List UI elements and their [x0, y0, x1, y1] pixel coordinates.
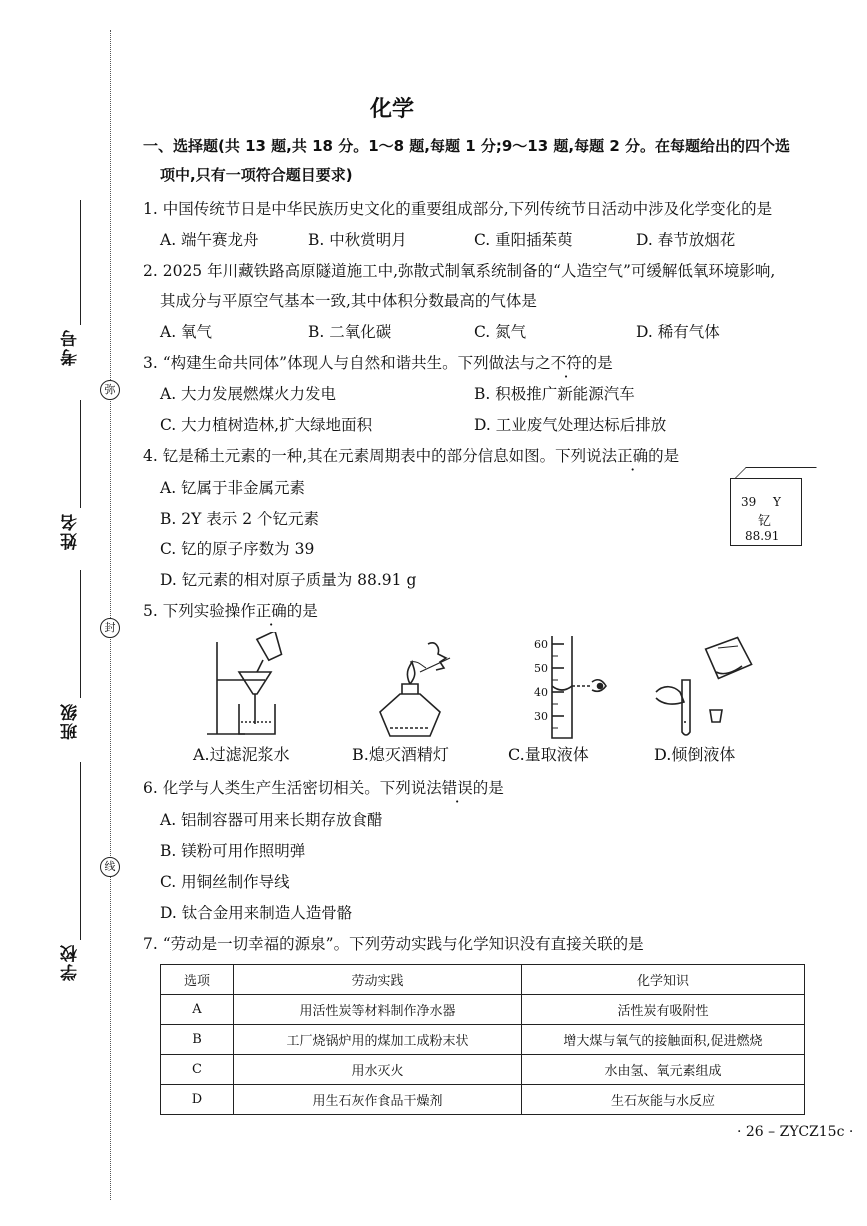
q6-option-b: B. 镁粉可用作照明弹 [160, 842, 306, 860]
table-cell: 用活性炭等材料制作净水器 [234, 995, 522, 1025]
q2-option-a: A. 氧气 [160, 323, 213, 341]
page-title: 化学 [370, 97, 415, 122]
q1-option-c: C. 重阳插茱萸 [474, 231, 573, 249]
q3-stem-a: 3. “构建生命共同体”体现人与自然和谐共生。下列做法与之 [143, 354, 551, 372]
q2-option-b: B. 二氧化碳 [308, 323, 392, 341]
section-heading-line2: 项中,只有一项符合题目要求) [160, 166, 353, 184]
table-cell: 增大煤与氧气的接触面积,促进燃烧 [522, 1025, 805, 1055]
q6-option-a: A. 铝制容器可用来长期存放食醋 [160, 811, 383, 829]
cylinder-tick-60: 60 [534, 638, 548, 651]
q5-caption-d: D.倾倒液体 [654, 745, 736, 764]
q5-caption-a: A.过滤泥浆水 [193, 745, 290, 764]
name-line [80, 400, 81, 508]
cylinder-tick-30: 30 [534, 710, 548, 723]
q4-option-a: A. 钇属于非金属元素 [160, 479, 306, 497]
table-cell: 工厂烧锅炉用的煤加工成粉末状 [234, 1025, 522, 1055]
q3-stem [143, 351, 613, 373]
periodic-table-cell [730, 478, 802, 546]
table-row [161, 1055, 805, 1085]
table-cell: D [161, 1085, 234, 1115]
class-line [80, 570, 81, 698]
q1-option-d: D. 春节放烟花 [636, 231, 736, 249]
table-header-row [161, 965, 805, 995]
q6-stem-emphasis: 错误 [441, 779, 473, 797]
q2-stem-line2: 其成分与平原空气基本一致,其中体积分数最高的气体是 [160, 292, 537, 310]
q3-stem-emphasis: 不符 [550, 354, 582, 372]
q4-stem-emphasis: 正确 [617, 447, 649, 465]
table-row [161, 1085, 805, 1115]
q6-option-c: C. 用铜丝制作导线 [160, 873, 290, 891]
table-header-practice: 劳动实践 [234, 965, 522, 995]
q3-stem-b: 的是 [581, 354, 613, 372]
q4-option-c: C. 钇的原子序数为 39 [160, 540, 315, 558]
table-cell: 活性炭有吸附性 [522, 995, 805, 1025]
table-cell: A [161, 995, 234, 1025]
filtration-apparatus-figure [205, 632, 295, 742]
q5-stem-emphasis: 正确 [255, 602, 287, 620]
q5-stem [143, 599, 318, 621]
q7-table [160, 964, 805, 1115]
seal-mi: 弥 [100, 380, 120, 400]
q6-option-d: D. 钛合金用来制造人造骨骼 [160, 904, 353, 922]
school-label: 学校 [61, 943, 81, 981]
q3-option-d: D. 工业废气处理达标后排放 [474, 416, 667, 434]
table-header-knowledge: 化学知识 [522, 965, 805, 995]
table-header-option: 选项 [161, 965, 234, 995]
pouring-liquid-figure [650, 632, 760, 742]
table-cell: 生石灰能与水反应 [522, 1085, 805, 1115]
q6-stem [143, 776, 504, 798]
name-label: 姓名 [61, 512, 81, 550]
school-line [80, 762, 81, 940]
q1-option-b: B. 中秋赏明月 [308, 231, 407, 249]
q5-caption-c: C.量取液体 [508, 745, 589, 764]
q2-option-c: C. 氮气 [474, 323, 527, 341]
q1-stem: 1. 中国传统节日是中华民族历史文化的重要组成部分,下列传统节日活动中涉及化学变化的是 [143, 200, 773, 218]
table-row [161, 995, 805, 1025]
q3-option-b: B. 积极推广新能源汽车 [474, 385, 635, 403]
q3-option-a: A. 大力发展燃煤火力发电 [160, 385, 337, 403]
q5-stem-a: 5. 下列实验操作 [143, 602, 256, 620]
table-cell: 用水灭火 [234, 1055, 522, 1085]
q1-option-a: A. 端午赛龙舟 [160, 231, 259, 249]
table-cell: B [161, 1025, 234, 1055]
alcohol-lamp-figure [370, 632, 470, 742]
q7-stem: 7. “劳动是一切幸福的源泉”。下列劳动实践与化学知识没有直接关联的是 [143, 935, 644, 953]
q6-stem-a: 6. 化学与人类生产生活密切相关。下列说法 [143, 779, 442, 797]
q2-stem-line1: 2. 2025 年川藏铁路高原隧道施工中,弥散式制氧系统制备的“人造空气”可缓解低氧环境影响, [143, 262, 776, 280]
q4-stem-a: 4. 钇是稀土元素的一种,其在元素周期表中的部分信息如图。下列说法 [143, 447, 618, 465]
q6-stem-b: 的是 [472, 779, 504, 797]
q5-stem-b: 的是 [286, 602, 318, 620]
table-cell: 用生石灰作食品干燥剂 [234, 1085, 522, 1115]
exam-number-label: 考号 [61, 328, 81, 366]
q5-caption-b: B.熄灭酒精灯 [352, 745, 449, 764]
q4-option-d: D. 钇元素的相对原子质量为 88.91 g [160, 571, 417, 589]
q4-option-b: B. 2Y 表示 2 个钇元素 [160, 510, 319, 528]
element-symbol: Y [773, 495, 781, 509]
table-row [161, 1025, 805, 1055]
section-heading-line1: 一、选择题(共 13 题,共 18 分。1～8 题,每题 1 分;9～13 题,每题 2 分。在每题给出的四个选 [143, 137, 790, 155]
page-footer-code: · 26 – ZYCZ15c · [737, 1124, 854, 1140]
q2-option-d: D. 稀有气体 [636, 323, 720, 341]
q4-stem [143, 444, 679, 466]
cylinder-tick-50: 50 [534, 662, 548, 675]
seal-xian: 线 [100, 857, 120, 877]
element-atomic-mass: 88.91 [745, 529, 780, 543]
exam-number-line [80, 200, 81, 325]
table-cell: C [161, 1055, 234, 1085]
q4-stem-b: 的是 [648, 447, 680, 465]
class-label: 班级 [61, 702, 81, 740]
binding-dotted-line [110, 30, 111, 1200]
element-atomic-number: 39 [741, 495, 757, 509]
cylinder-tick-40: 40 [534, 686, 548, 699]
table-cell: 水由氢、氧元素组成 [522, 1055, 805, 1085]
seal-feng: 封 [100, 618, 120, 638]
q3-option-c: C. 大力植树造林,扩大绿地面积 [160, 416, 373, 434]
element-name: 钇 [758, 514, 772, 529]
